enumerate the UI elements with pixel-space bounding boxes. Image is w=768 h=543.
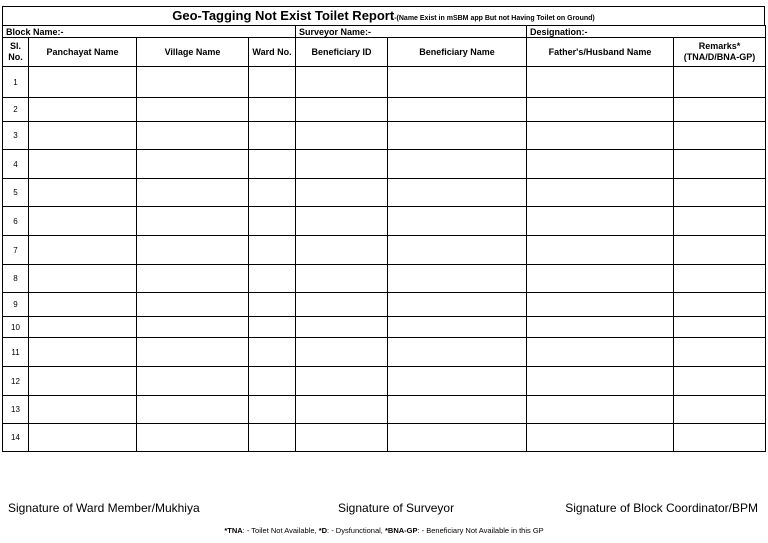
table-cell [249, 265, 296, 293]
footnote-d-text: : - Dysfunctional, [327, 526, 385, 535]
table-cell [29, 122, 137, 150]
table-cell [137, 98, 249, 122]
table-cell [527, 122, 674, 150]
signature-ward-member: Signature of Ward Member/Mukhiya [8, 501, 200, 515]
table-row [3, 207, 766, 236]
table-cell [29, 338, 137, 367]
block-name-label: Block Name:- [3, 26, 296, 38]
table-row [3, 317, 766, 338]
table-row [3, 236, 766, 265]
table-cell [674, 317, 766, 338]
meta-row [3, 26, 766, 38]
surveyor-name-label: Surveyor Name:- [296, 26, 527, 38]
table-cell [137, 122, 249, 150]
table-cell [674, 150, 766, 179]
table-cell [388, 179, 527, 207]
table-cell [137, 338, 249, 367]
row-sl-no: 1 [3, 67, 29, 98]
table-cell [249, 338, 296, 367]
header-row [3, 38, 766, 67]
table-row [3, 265, 766, 293]
table-row [3, 293, 766, 317]
row-sl-no: 11 [3, 338, 29, 367]
col-header-beneficiary-id: Beneficiary ID [296, 38, 388, 67]
table-cell [527, 67, 674, 98]
table-cell [137, 265, 249, 293]
table-cell [674, 396, 766, 424]
table-cell [29, 317, 137, 338]
table-cell [296, 293, 388, 317]
col-header-ward: Ward No. [249, 38, 296, 67]
table-cell [29, 236, 137, 265]
table-cell [527, 367, 674, 396]
table-row [3, 98, 766, 122]
table-cell [249, 179, 296, 207]
row-sl-no: 3 [3, 122, 29, 150]
col-header-remarks: Remarks* (TNA/D/BNA-GP) [674, 38, 766, 67]
table-cell [137, 67, 249, 98]
table-cell [137, 207, 249, 236]
table-cell [137, 150, 249, 179]
table-cell [296, 98, 388, 122]
table-cell [249, 367, 296, 396]
row-sl-no: 9 [3, 293, 29, 317]
report-title-bar [2, 6, 765, 25]
table-cell [249, 207, 296, 236]
table-cell [527, 424, 674, 452]
report-sheet [2, 6, 765, 452]
report-table [2, 25, 766, 452]
row-sl-no: 6 [3, 207, 29, 236]
designation-label: Designation:- [527, 26, 766, 38]
table-cell [29, 179, 137, 207]
table-cell [29, 150, 137, 179]
table-row [3, 424, 766, 452]
footnote-bna-key: *BNA-GP [384, 526, 418, 535]
table-cell [527, 179, 674, 207]
table-cell [674, 98, 766, 122]
table-cell [388, 67, 527, 98]
table-row [3, 122, 766, 150]
table-cell [249, 98, 296, 122]
table-row [3, 179, 766, 207]
row-sl-no: 5 [3, 179, 29, 207]
signature-row [8, 501, 758, 517]
col-header-father-husband: Father's/Husband Name [527, 38, 674, 67]
table-cell [527, 265, 674, 293]
table-cell [249, 396, 296, 424]
table-cell [296, 236, 388, 265]
col-header-panchayat: Panchayat Name [29, 38, 137, 67]
col-header-sl-no: Sl. No. [3, 38, 29, 67]
table-cell [674, 293, 766, 317]
table-cell [674, 67, 766, 98]
table-cell [137, 396, 249, 424]
table-cell [137, 424, 249, 452]
footnote-tna-text: : - Toilet Not Available, [242, 526, 319, 535]
col-header-village: Village Name [137, 38, 249, 67]
table-cell [674, 338, 766, 367]
table-cell [137, 293, 249, 317]
table-cell [388, 265, 527, 293]
row-sl-no: 10 [3, 317, 29, 338]
table-cell [674, 207, 766, 236]
row-sl-no: 7 [3, 236, 29, 265]
table-row [3, 367, 766, 396]
table-cell [296, 265, 388, 293]
table-cell [249, 122, 296, 150]
col-header-beneficiary-name: Beneficiary Name [388, 38, 527, 67]
table-cell [29, 98, 137, 122]
table-cell [527, 236, 674, 265]
table-cell [388, 317, 527, 338]
table-row [3, 150, 766, 179]
table-cell [296, 150, 388, 179]
table-cell [296, 424, 388, 452]
footnote-bna-text: : - Beneficiary Not Available in this GP [417, 526, 544, 535]
row-sl-no: 8 [3, 265, 29, 293]
table-cell [296, 317, 388, 338]
table-cell [296, 338, 388, 367]
table-cell [249, 317, 296, 338]
footnote-tna-key: *TNA [224, 526, 243, 535]
table-cell [137, 367, 249, 396]
table-cell [249, 293, 296, 317]
table-cell [527, 338, 674, 367]
table-cell [527, 293, 674, 317]
row-sl-no: 14 [3, 424, 29, 452]
table-cell [388, 122, 527, 150]
table-cell [249, 424, 296, 452]
table-cell [137, 317, 249, 338]
table-cell [388, 396, 527, 424]
table-cell [137, 179, 249, 207]
table-cell [29, 367, 137, 396]
footnote-legend [0, 526, 768, 535]
table-cell [249, 150, 296, 179]
table-row [3, 396, 766, 424]
table-cell [674, 179, 766, 207]
table-cell [674, 367, 766, 396]
table-cell [137, 236, 249, 265]
table-cell [296, 396, 388, 424]
table-cell [29, 265, 137, 293]
table-cell [296, 367, 388, 396]
row-sl-no: 13 [3, 396, 29, 424]
table-cell [388, 367, 527, 396]
table-cell [527, 98, 674, 122]
table-cell [674, 122, 766, 150]
table-cell [674, 265, 766, 293]
table-cell [249, 67, 296, 98]
report-title: Geo-Tagging Not Exist Toilet Report [172, 8, 395, 23]
table-cell [388, 207, 527, 236]
row-sl-no: 2 [3, 98, 29, 122]
table-cell [29, 67, 137, 98]
row-sl-no: 4 [3, 150, 29, 179]
table-cell [296, 179, 388, 207]
table-cell [527, 207, 674, 236]
table-cell [29, 293, 137, 317]
signature-block-coordinator: Signature of Block Coordinator/BPM [565, 501, 758, 515]
table-cell [527, 396, 674, 424]
table-cell [527, 150, 674, 179]
table-cell [388, 424, 527, 452]
table-cell [388, 236, 527, 265]
table-cell [296, 122, 388, 150]
table-cell [29, 207, 137, 236]
table-cell [29, 396, 137, 424]
table-cell [674, 424, 766, 452]
table-cell [249, 236, 296, 265]
table-cell [29, 424, 137, 452]
table-cell [388, 293, 527, 317]
table-row [3, 338, 766, 367]
table-cell [388, 150, 527, 179]
table-row [3, 67, 766, 98]
signature-surveyor: Signature of Surveyor [338, 501, 455, 515]
table-cell [674, 236, 766, 265]
table-cell [388, 98, 527, 122]
row-sl-no: 12 [3, 367, 29, 396]
table-cell [527, 317, 674, 338]
report-subtitle: -(Name Exist in mSBM app But not Having Toilet on Ground) [394, 15, 595, 22]
table-cell [296, 67, 388, 98]
footnote-d-key: *D [318, 526, 328, 535]
table-cell [296, 207, 388, 236]
table-cell [388, 338, 527, 367]
